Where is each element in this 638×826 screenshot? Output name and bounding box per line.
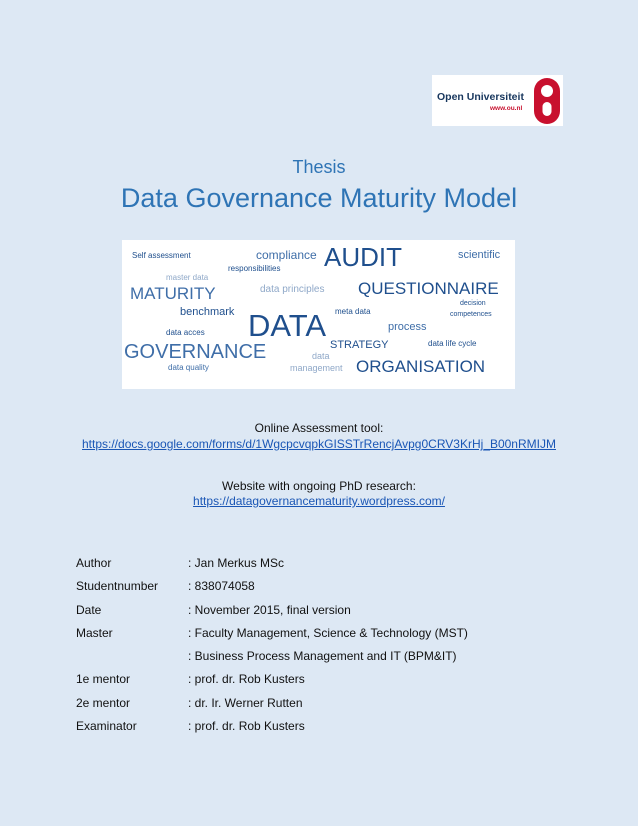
detail-key: Master (76, 625, 113, 640)
detail-row (76, 696, 596, 719)
detail-key: Author (76, 556, 112, 570)
cloud-word: competences (450, 311, 492, 318)
cloud-word: scientific (458, 249, 501, 261)
ou-mark-icon (534, 78, 560, 124)
cloud-word: management (290, 363, 343, 373)
detail-key: 1e mentor (76, 672, 131, 687)
cloud-word: decision (460, 300, 486, 307)
assessment-label: Online Assessment tool: (254, 421, 384, 435)
cloud-word: data quality (168, 363, 209, 372)
detail-value: : dr. Ir. Werner Rutten (188, 695, 303, 710)
cloud-word: data (312, 351, 330, 361)
website-link[interactable]: https://datagovernancematurity.wordpress.com/ (193, 494, 445, 508)
cloud-word: data life cycle (428, 339, 477, 348)
cloud-word: master data (166, 273, 209, 282)
detail-value: : November 2015, final version (188, 602, 351, 617)
cloud-word: responsibilities (228, 264, 281, 273)
cloud-word: meta data (335, 307, 371, 316)
detail-value: : prof. dr. Rob Kusters (188, 719, 305, 734)
detail-row (76, 556, 596, 579)
detail-key: Date (76, 602, 102, 617)
open-universiteit-logo (432, 75, 563, 126)
detail-row (76, 719, 596, 742)
thesis-details (76, 556, 596, 742)
detail-value: : Faculty Management, Science & Technology (MST) (188, 625, 468, 640)
cloud-word: ORGANISATION (356, 357, 486, 376)
detail-key: Examinator (76, 719, 137, 734)
detail-value: : prof. dr. Rob Kusters (188, 672, 305, 687)
logo-title: Open Universiteit (437, 91, 524, 103)
cloud-word: process (388, 321, 427, 333)
logo-url: www.ou.nl (490, 105, 523, 112)
document-type: Thesis (292, 157, 346, 177)
detail-row (76, 603, 596, 626)
detail-row (76, 649, 596, 672)
cloud-word: STRATEGY (330, 339, 389, 351)
detail-value: : Jan Merkus MSc (188, 556, 285, 570)
cloud-word: QUESTIONNAIRE (358, 279, 499, 298)
cloud-word: Self assessment (132, 251, 191, 260)
cloud-word: AUDIT (324, 242, 402, 272)
detail-row (76, 626, 596, 649)
cloud-word: data acces (166, 328, 205, 337)
cloud-word: MATURITY (130, 284, 216, 303)
detail-row (76, 579, 596, 602)
detail-row (76, 672, 596, 695)
detail-key: 2e mentor (76, 695, 131, 710)
cloud-word: data principles (260, 284, 325, 295)
thesis-title: Data Governance Maturity Model (120, 183, 518, 213)
detail-key: Studentnumber (76, 579, 159, 594)
assessment-link[interactable]: https://docs.google.com/forms/d/1WgcpcvqpkGISSTrRencjAvpg0CRV3KrHj_B00nRMIJM (82, 437, 556, 451)
cloud-word: DATA (248, 308, 327, 343)
cloud-word: GOVERNANCE (124, 341, 267, 363)
word-cloud-image (122, 240, 515, 389)
cloud-word: benchmark (180, 306, 235, 318)
cloud-word: compliance (256, 248, 317, 262)
detail-value: : 838074058 (188, 579, 255, 594)
detail-value: : Business Process Management and IT (BPM&IT) (188, 649, 457, 664)
website-label: Website with ongoing PhD research: (222, 479, 416, 493)
